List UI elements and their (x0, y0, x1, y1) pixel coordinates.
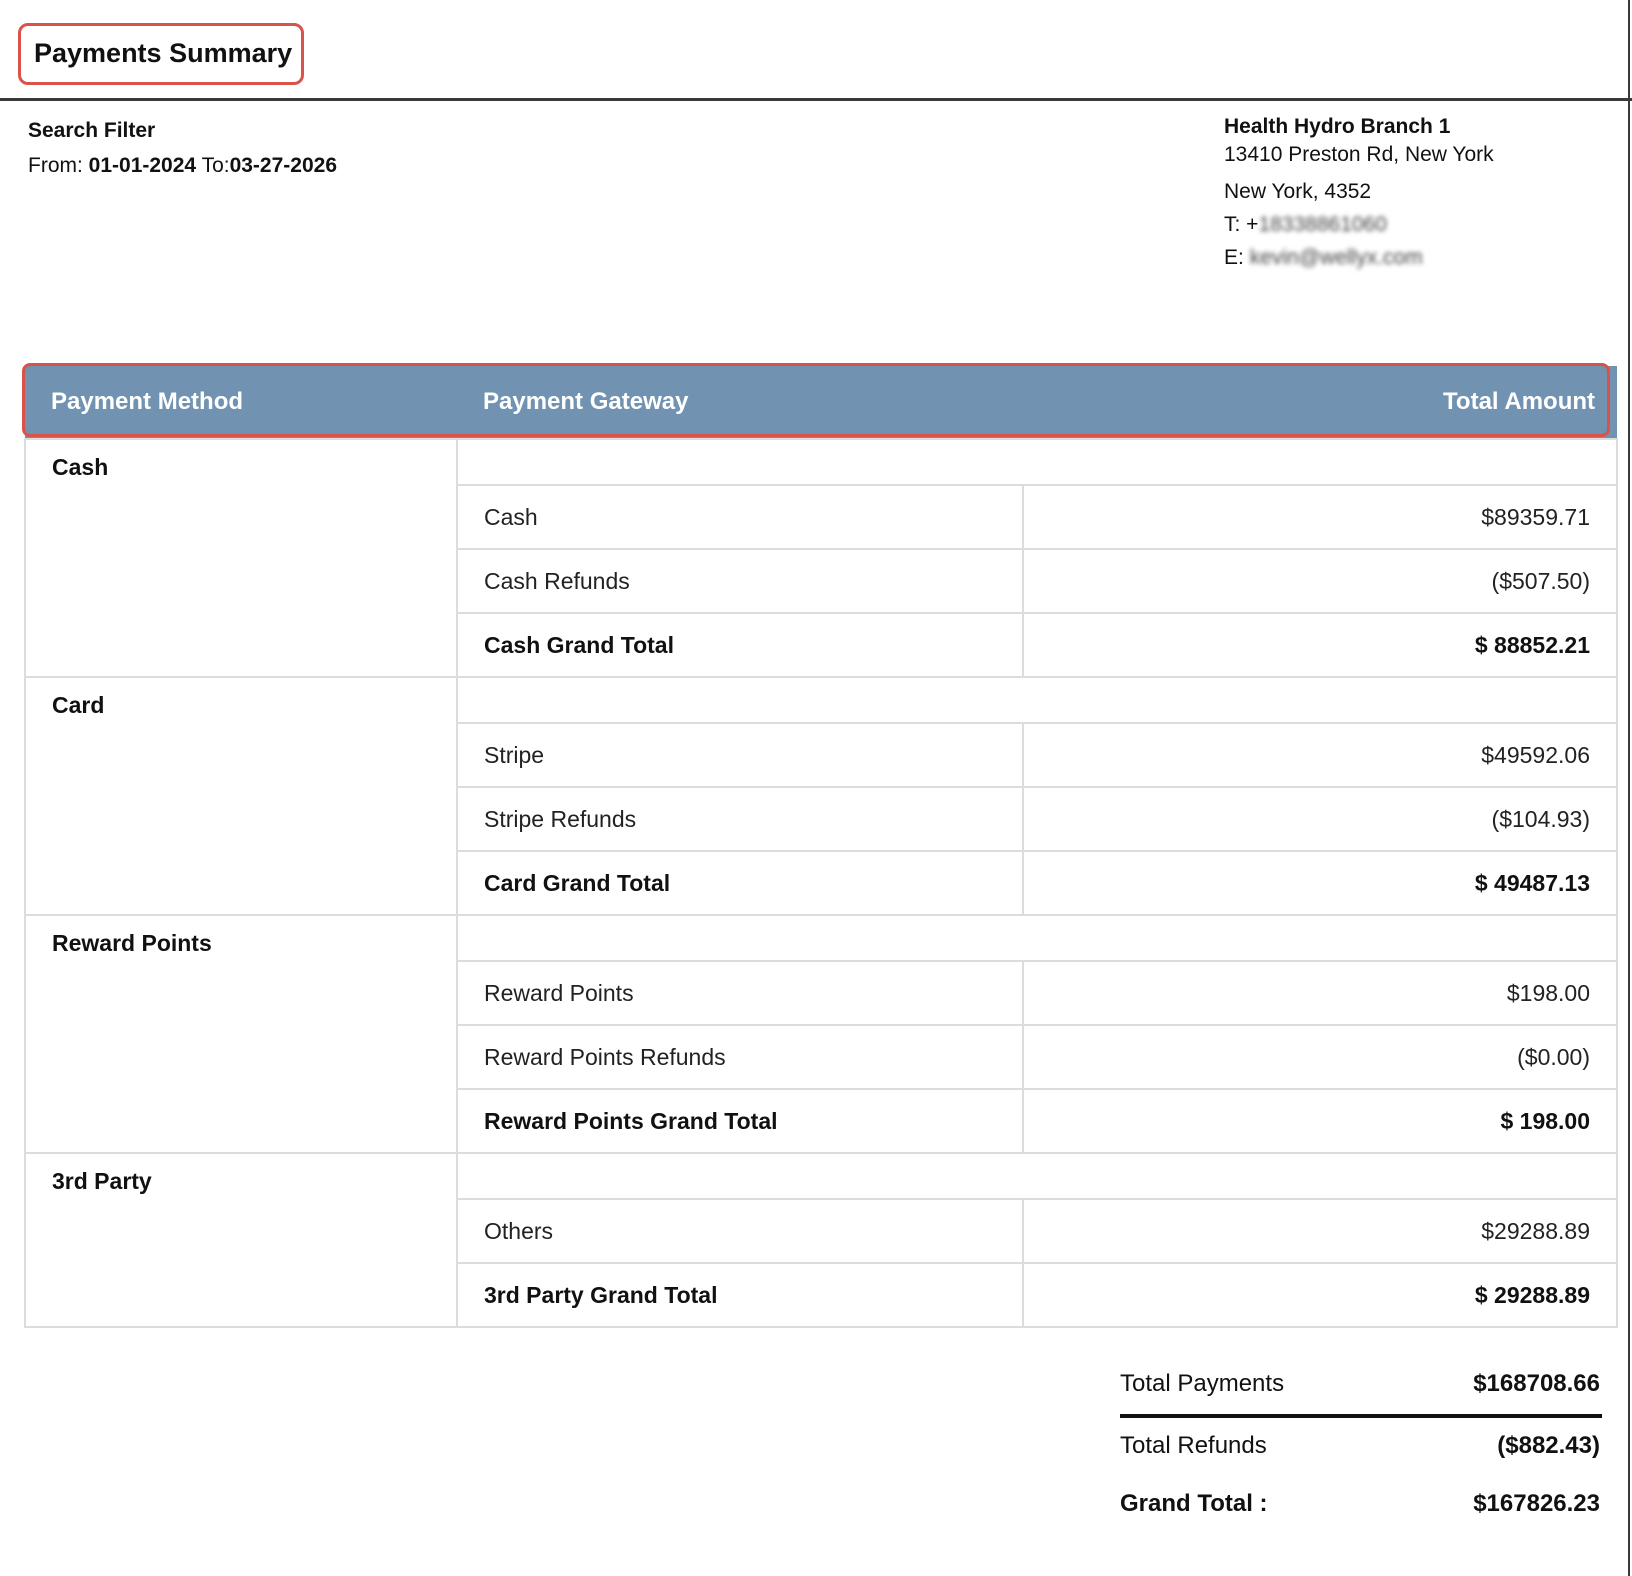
table-row (25, 439, 1617, 485)
gateway-cell: Others (457, 1199, 1023, 1263)
gateway-cell: Cash Refunds (457, 549, 1023, 613)
spacer-cell (457, 439, 1617, 485)
search-filter-title: Search Filter (28, 119, 156, 142)
phone-label: T: + (1224, 213, 1259, 236)
totals-divider (1120, 1414, 1602, 1418)
header-payment-gateway: Payment Gateway (457, 366, 1023, 439)
method-cell: Card (25, 677, 457, 915)
header-highlight-box (22, 363, 1610, 437)
group-total-amount: $ 29288.89 (1023, 1263, 1617, 1327)
amount-cell: $49592.06 (1023, 723, 1617, 787)
amount-cell: ($104.93) (1023, 787, 1617, 851)
gateway-cell: Stripe Refunds (457, 787, 1023, 851)
grand-total-value: $167826.23 (1473, 1490, 1600, 1517)
spacer-cell (457, 915, 1617, 961)
payments-table-wrapper (24, 366, 1616, 1328)
to-label: To: (201, 154, 230, 177)
date-range (28, 154, 337, 178)
to-date: 03-27-2026 (229, 154, 337, 177)
page-edge (1628, 0, 1630, 1576)
grand-total-label: Grand Total : (1120, 1490, 1268, 1517)
page-title: Payments Summary (34, 38, 293, 68)
amount-cell: ($507.50) (1023, 549, 1617, 613)
spacer-cell (457, 1153, 1617, 1199)
from-label: From: (28, 154, 83, 177)
spacer-cell (457, 677, 1617, 723)
table-row (25, 1153, 1617, 1199)
table-row (25, 915, 1617, 961)
group-total-label: Cash Grand Total (457, 613, 1023, 677)
group-total-amount: $ 49487.13 (1023, 851, 1617, 915)
branch-name: Health Hydro Branch 1 (1224, 115, 1451, 138)
from-date: 01-01-2024 (88, 154, 197, 177)
gateway-cell: Cash (457, 485, 1023, 549)
method-cell: 3rd Party (25, 1153, 457, 1327)
group-total-label: Reward Points Grand Total (457, 1089, 1023, 1153)
amount-cell: $198.00 (1023, 961, 1617, 1025)
gateway-cell: Reward Points (457, 961, 1023, 1025)
header-total-amount: Total Amount (1023, 366, 1617, 439)
email-value: kevin@wellyx.com (1249, 246, 1423, 269)
amount-cell: $89359.71 (1023, 485, 1617, 549)
total-refunds-value: ($882.43) (1497, 1432, 1600, 1459)
group-total-amount: $ 88852.21 (1023, 613, 1617, 677)
method-cell: Reward Points (25, 915, 457, 1153)
total-refunds-label: Total Refunds (1120, 1432, 1267, 1459)
group-total-label: 3rd Party Grand Total (457, 1263, 1023, 1327)
amount-cell: $29288.89 (1023, 1199, 1617, 1263)
branch-address: 13410 Preston Rd, New York (1224, 143, 1494, 166)
total-payments-value: $168708.66 (1473, 1370, 1600, 1397)
table-row (25, 677, 1617, 723)
gateway-cell: Reward Points Refunds (457, 1025, 1023, 1089)
branch-email (1224, 247, 1423, 268)
group-total-amount: $ 198.00 (1023, 1089, 1617, 1153)
branch-phone (1224, 214, 1387, 235)
email-label: E: (1224, 246, 1244, 269)
group-total-label: Card Grand Total (457, 851, 1023, 915)
phone-value: 18338861060 (1258, 213, 1387, 236)
total-payments-label: Total Payments (1120, 1370, 1285, 1397)
amount-cell: ($0.00) (1023, 1025, 1617, 1089)
method-cell: Cash (25, 439, 457, 677)
header-divider (0, 98, 1632, 101)
payments-table (24, 366, 1618, 1328)
header-payment-method: Payment Method (25, 366, 457, 439)
table-body (25, 439, 1617, 1327)
branch-city: New York, 4352 (1224, 180, 1372, 203)
gateway-cell: Stripe (457, 723, 1023, 787)
